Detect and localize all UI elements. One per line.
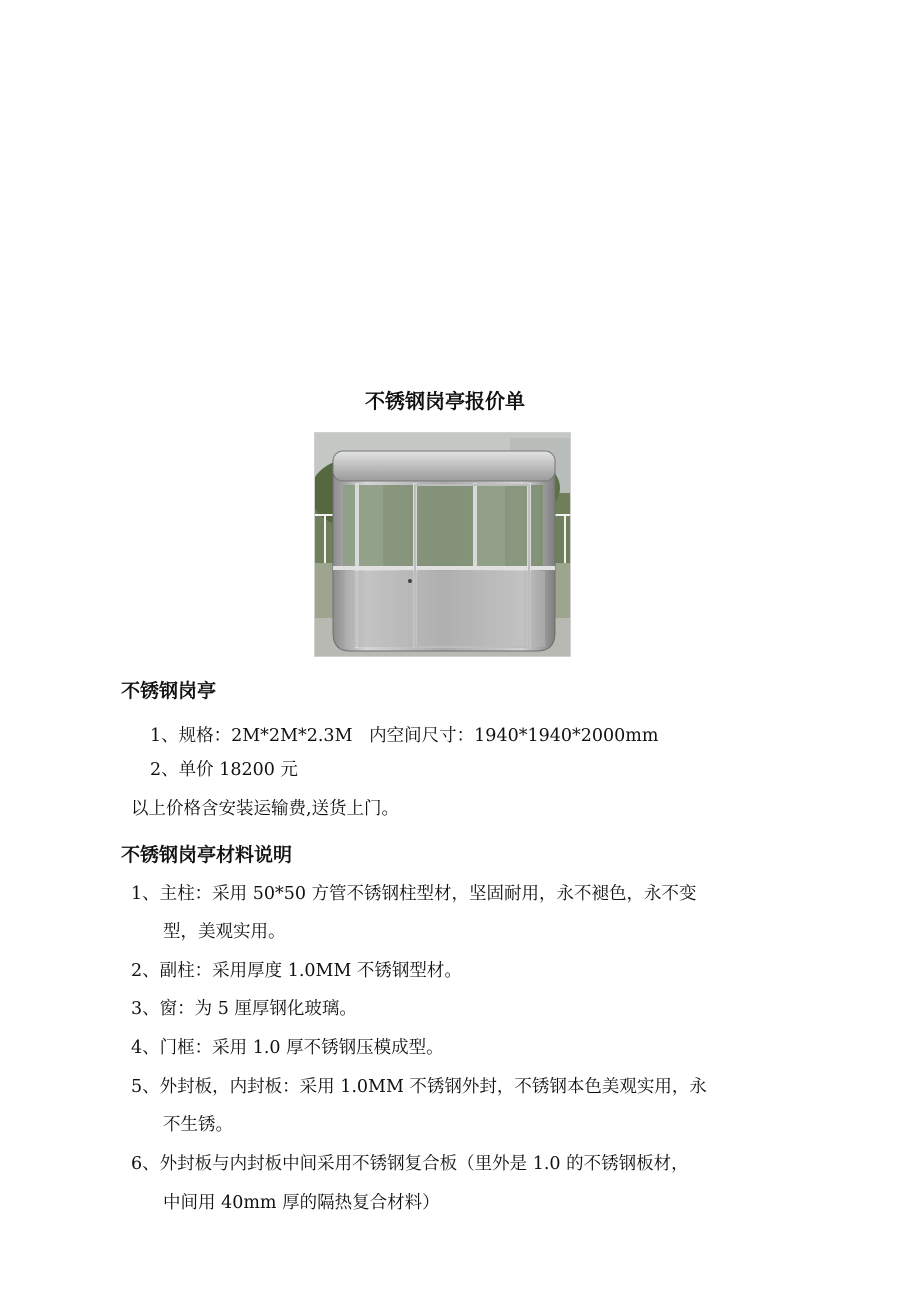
- material-item-1-cont: 型，美观实用。: [163, 922, 286, 942]
- booth-photo: [314, 432, 571, 657]
- material-item-3: 3、窗：为 5 厘厚钢化玻璃。: [131, 999, 357, 1019]
- price-line: 2、单价 18200 元: [150, 760, 298, 780]
- document-title: 不锈钢岗亭报价单: [365, 389, 525, 413]
- material-item-2: 2、副柱：采用厚度 1.0MM 不锈钢型材。: [131, 961, 462, 981]
- material-item-6: 6、外封板与内封板中间采用不锈钢复合板（里外是 1.0 的不锈钢板材，: [131, 1154, 689, 1174]
- spec-line: 1、规格：2M*2M*2.3M 内空间尺寸：1940*1940*2000mm: [150, 726, 659, 746]
- material-item-5: 5、外封板，内封板：采用 1.0MM 不锈钢外封，不锈钢本色美观实用，永: [131, 1077, 707, 1097]
- product-heading: 不锈钢岗亭: [121, 680, 217, 702]
- price-note: 以上价格含安装运输费,送货上门。: [131, 799, 400, 819]
- material-item-5-cont: 不生锈。: [163, 1115, 233, 1135]
- material-item-4: 4、门框：采用 1.0 厚不锈钢压模成型。: [131, 1038, 444, 1058]
- material-item-1: 1、主柱：采用 50*50 方管不锈钢柱型材，坚固耐用，永不褪色，永不变: [131, 884, 697, 904]
- material-item-6-cont: 中间用 40mm 厚的隔热复合材料）: [163, 1193, 440, 1213]
- materials-heading: 不锈钢岗亭材料说明: [121, 844, 293, 866]
